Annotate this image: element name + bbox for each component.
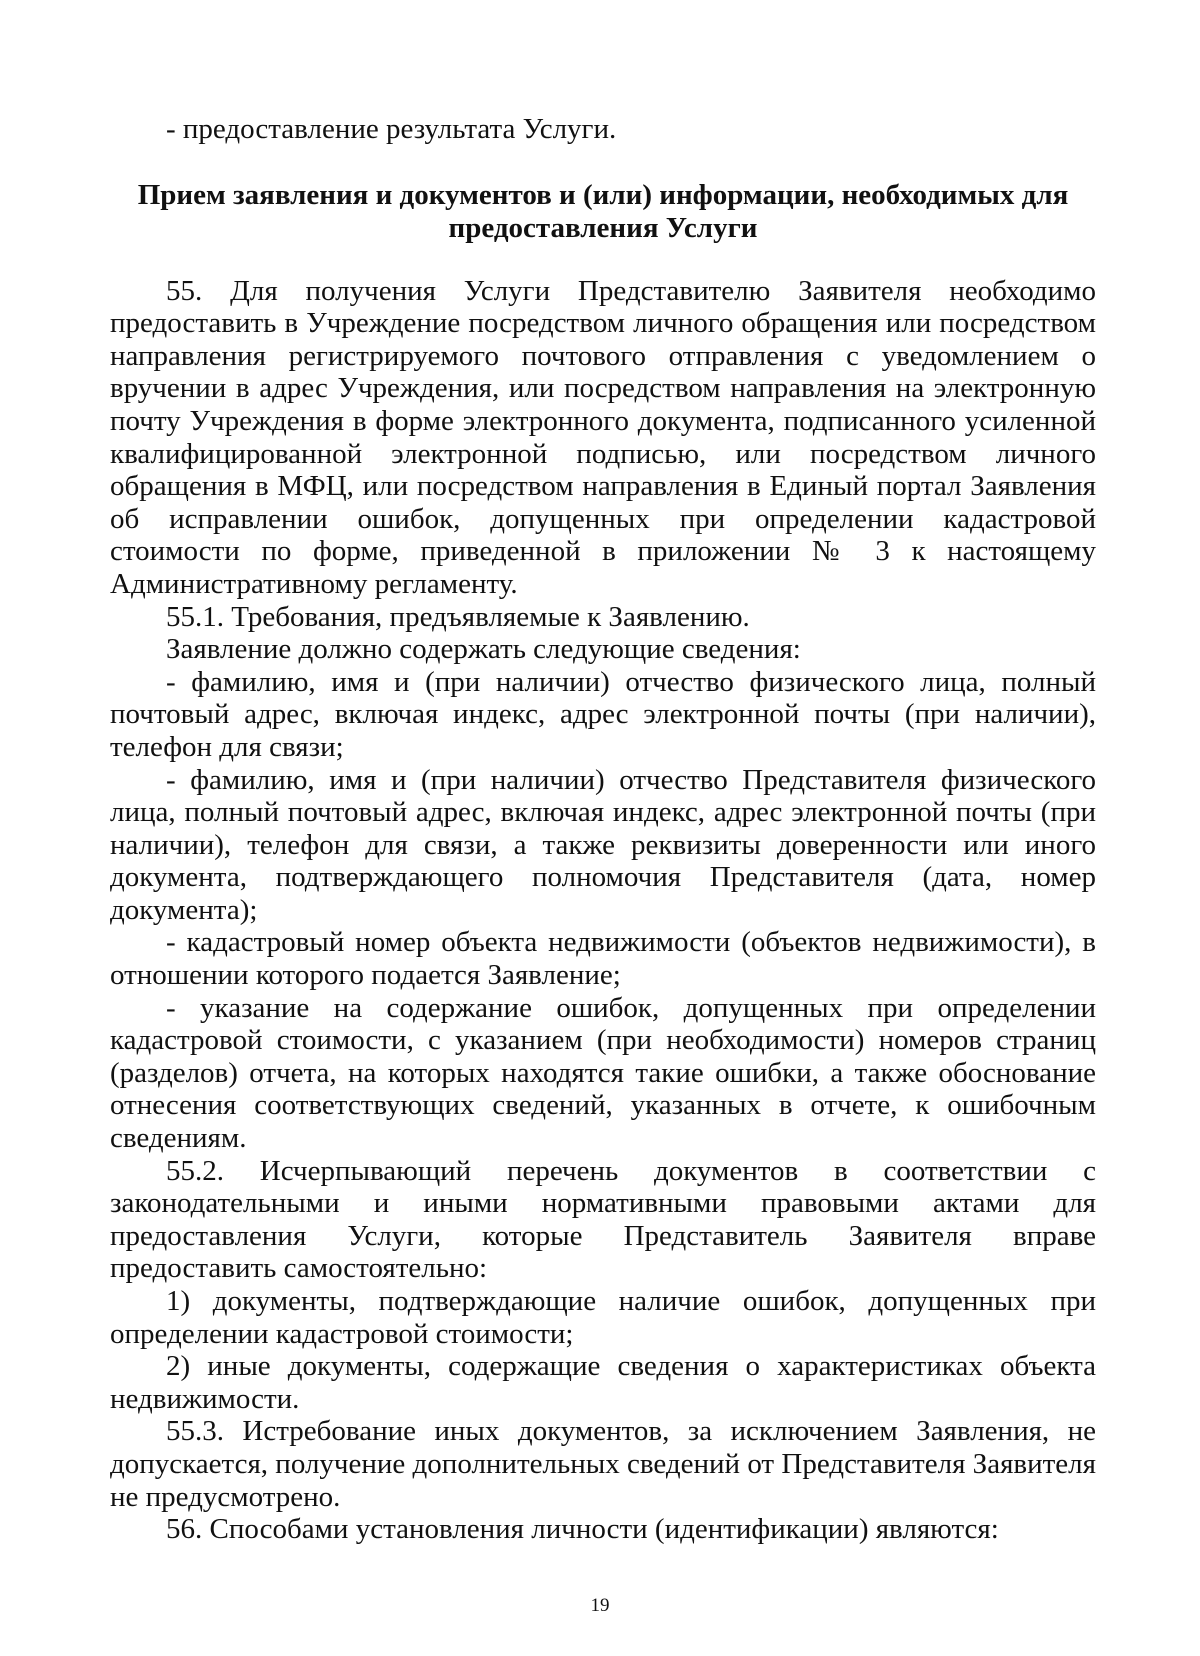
paragraph-55: 55. Для получения Услуги Представителю Заявителя необходимо предоставить в Учреждение посредством личного обращения или посредством направления регистрируемого почтового отправления с уведомлением о вручении в адрес Учреждения, или посредством направления на электронную почту Учреждения в форме электронного документа, подписанного усиленной квалифицированной электронной подписью, или посредством личного обращения в МФЦ, или посредством направления в Единый портал Заявления об исправлении ошибок, допущенных при определении кадастровой стоимости по форме, приведенной в приложении № 3 к настоящему Административному регламенту. xyxy=(110,274,1096,600)
paragraph-55-2: 55.2. Исчерпывающий перечень документов в соответствии с законодательными и иными нормативными правовыми актами для предоставления Услуги, которые Представитель Заявителя вправе предоставить самостоятельно: xyxy=(110,1154,1096,1285)
page-number: 19 xyxy=(590,1595,610,1616)
list-item-applicant-details: - фамилию, имя и (при наличии) отчество физического лица, полный почтовый адрес, включая индекс, адрес электронной почты (при наличии), телефон для связи; xyxy=(110,665,1096,763)
list-item-documents-1: 1) документы, подтверждающие наличие ошибок, допущенных при определении кадастровой стоимости; xyxy=(110,1285,1096,1350)
page-body xyxy=(110,113,1096,1546)
section-heading-line-1: Прием заявления и документов и (или) информации, необходимых для xyxy=(137,178,1069,211)
section-heading xyxy=(110,179,1096,245)
list-item-representative-details: - фамилию, имя и (при наличии) отчество Представителя физического лица, полный почтовый адрес, включая индекс, адрес электронной почты (при наличии), телефон для связи, а также реквизиты доверенности или иного документа, подтверждающего полномочия Представителя (дата, номер документа); xyxy=(110,763,1096,926)
paragraph-55-1: 55.1. Требования, предъявляемые к Заявлению. xyxy=(166,600,750,633)
paragraph-55-3: 55.3. Истребование иных документов, за исключением Заявления, не допускается, получение дополнительных сведений от Представителя Заявителя не предусмотрено. xyxy=(110,1415,1096,1513)
list-item-documents-2: 2) иные документы, содержащие сведения о характеристиках объекта недвижимости. xyxy=(110,1350,1096,1415)
list-item-errors-description: - указание на содержание ошибок, допущенных при определении кадастровой стоимости, с указанием (при необходимости) номеров страниц (разделов) отчета, на которых находятся такие ошибки, а также обоснование отнесения соответствующих сведений, указанных в отчете, к ошибочным сведениям. xyxy=(110,991,1096,1155)
paragraph-application-contents: Заявление должно содержать следующие сведения: xyxy=(166,633,801,666)
list-item-cadastral-number: - кадастровый номер объекта недвижимости (объектов недвижимости), в отношении которого подается Заявление; xyxy=(110,926,1096,992)
list-item-result: - предоставление результата Услуги. xyxy=(166,113,617,145)
paragraph-56: 56. Способами установления личности (идентификации) являются: xyxy=(166,1513,999,1546)
section-heading-line-2: предоставления Услуги xyxy=(448,211,758,244)
